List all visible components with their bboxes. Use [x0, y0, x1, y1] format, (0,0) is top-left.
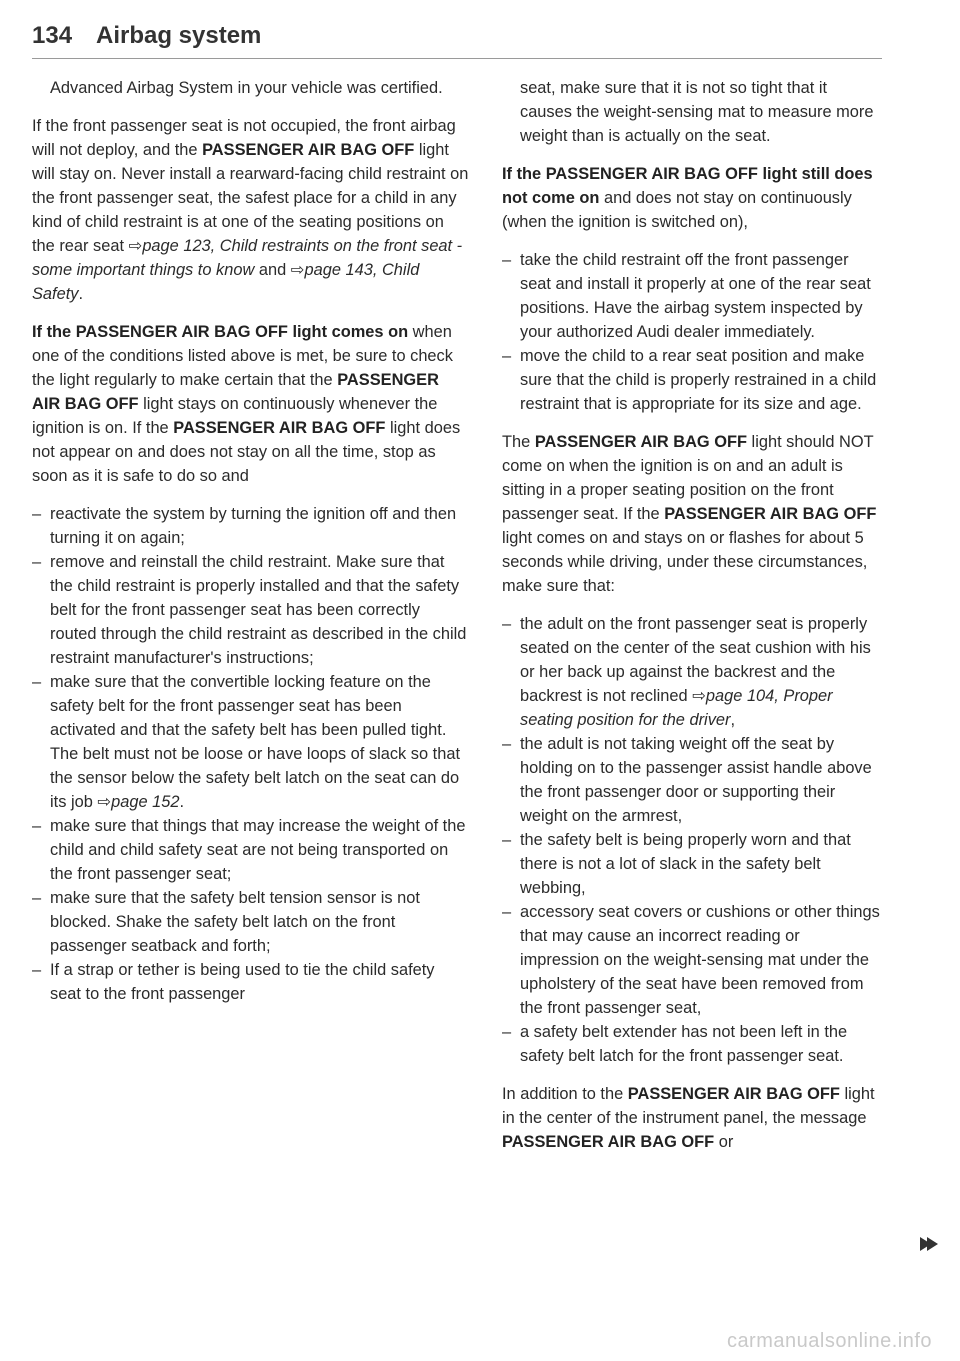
paragraph-continued: seat, make sure that it is not so tight that it causes the weight-sensing mat to measure more weight than is actually on the seat. [520, 79, 874, 145]
left-column [32, 76, 470, 1020]
list-item: – make sure that the safety belt tension sensor is not blocked. Shake the safety belt latch on the front passenger seatback and forth; [32, 886, 470, 958]
page-reference-link[interactable]: page 123, Child restraints on the front seat - some important things to know [32, 237, 463, 279]
list-item: – reactivate the system by turning the ignition off and then turning it on again; [32, 502, 470, 550]
continue-arrow-icon [927, 1237, 938, 1251]
list-item: – a safety belt extender has not been left in the safety belt latch for the front passenger seat. [502, 1020, 880, 1068]
text: . [179, 793, 185, 811]
text: and does not stay on continuously (when the ignition is switched on), [502, 189, 852, 231]
section-title: Airbag system [96, 22, 262, 49]
bold-term: PASSENGER AIR BAG OFF [173, 419, 386, 437]
text: and [254, 261, 291, 279]
page-reference-link[interactable]: page 152 [111, 793, 180, 811]
list-item [32, 670, 470, 814]
list-checks [32, 502, 470, 1006]
bold-term: PASSENGER AIR BAG OFF [202, 141, 415, 159]
right-column [502, 76, 880, 1168]
list-actions [502, 248, 880, 416]
paragraph-intro: Advanced Airbag System in your vehicle was certified. [50, 79, 443, 97]
page-reference-link[interactable]: page 143, Child Safety [32, 261, 420, 303]
text: the adult on the front passenger seat is properly seated on the center of the seat cushion with his or her back up against the backrest and the backrest is not reclined [520, 615, 871, 705]
paragraph-light-still-off [502, 162, 880, 234]
paragraph-unoccupied-seat [32, 114, 470, 306]
text: when one of the conditions listed above is met, be sure to check the light regularly to make certain that the [32, 323, 453, 389]
bold-term: PASSENGER AIR BAG OFF [32, 371, 439, 413]
paragraph-light-comes-on [32, 320, 470, 488]
list-item: – the adult is not taking weight off the seat by holding on to the passenger assist handle above the front passenger door or supporting their weight on the armrest, [502, 732, 880, 828]
text: light stays on continuously whenever the ignition is on. If the [32, 395, 438, 437]
list-item: – accessory seat covers or cushions or other things that may cause an incorrect reading or impression on the weight-sensing mat under the upholstery of the seat have been removed from the front passenger seat, [502, 900, 880, 1020]
list-item: – take the child restraint off the front passenger seat and install it properly at one of the rear seat positions. Have the airbag system inspected by your authorized Audi dealer immediately. [502, 248, 880, 344]
watermark: carmanualsonline.info [726, 1330, 932, 1352]
list-item: – remove and reinstall the child restraint. Make sure that the child restraint is properly installed and that the safety belt for the front passenger seat has been correctly routed through the child restraint as described in the child restraint manufacturer's instructions; [32, 550, 470, 670]
text: , [730, 711, 736, 729]
list-item [502, 612, 880, 732]
list-item: – move the child to a rear seat position and make sure that the child is properly restrained in a child restraint that is appropriate for its size and age. [502, 344, 880, 416]
text: The [502, 433, 535, 451]
bold-term: PASSENGER AIR BAG OFF [627, 1085, 840, 1103]
paragraph-instrument-panel [502, 1082, 880, 1154]
bold-term: PASSENGER AIR BAG OFF [502, 1133, 715, 1151]
list-adult-checks [502, 612, 880, 1068]
text: . [78, 285, 84, 303]
bold-term: PASSENGER AIR BAG OFF [664, 505, 877, 523]
page-header [32, 18, 882, 59]
text: If the front passenger seat is not occupied, the front airbag will not deploy, and the [32, 117, 456, 159]
page-reference-link[interactable]: page 104, Proper seating position for the driver [520, 687, 833, 729]
page-ref-arrow-icon: ⇨ [128, 237, 143, 255]
text: or [714, 1133, 734, 1151]
text: make sure that the convertible locking feature on the safety belt for the front passenger seat has been activated and that the safety belt has been pulled tight. The belt must not be loose or have loops of slack so that the sensor below the safety belt latch on the seat can do its job [50, 673, 460, 811]
page-ref-arrow-icon: ⇨ [97, 793, 112, 811]
page-ref-arrow-icon: ⇨ [290, 261, 305, 279]
paragraph-adult-seated [502, 430, 880, 598]
text: light comes on and stays on or flashes for about 5 seconds while driving, under these circumstances, make sure that: [502, 529, 868, 595]
page-number: 134 [32, 22, 73, 49]
list-item: – the safety belt is being properly worn and that there is not a lot of slack in the safety belt webbing, [502, 828, 880, 900]
text: light will stay on. Never install a rearward-facing child restraint on the front passenger seat, the safest place for a child in any kind of child restraint is at one of the seating positions on the rear seat [32, 141, 469, 255]
text: In addition to the [502, 1085, 628, 1103]
list-item: – If a strap or tether is being used to tie the child safety seat to the front passenger [32, 958, 470, 1006]
text: light in the center of the instrument panel, the message [502, 1085, 875, 1127]
text: light should NOT come on when the ignition is on and an adult is sitting in a proper seating position on the front passenger seat. If the [502, 433, 874, 523]
bold-heading: If the PASSENGER AIR BAG OFF light still does not come on [502, 165, 873, 207]
list-item: – make sure that things that may increase the weight of the child and child safety seat are not being transported on the front passenger seat; [32, 814, 470, 886]
page-ref-arrow-icon: ⇨ [692, 687, 706, 705]
bold-term: PASSENGER AIR BAG OFF [534, 433, 747, 451]
bold-heading: If the PASSENGER AIR BAG OFF light comes on [32, 323, 409, 341]
text: light does not appear on and does not stay on all the time, stop as soon as it is safe to do so and [32, 419, 461, 485]
